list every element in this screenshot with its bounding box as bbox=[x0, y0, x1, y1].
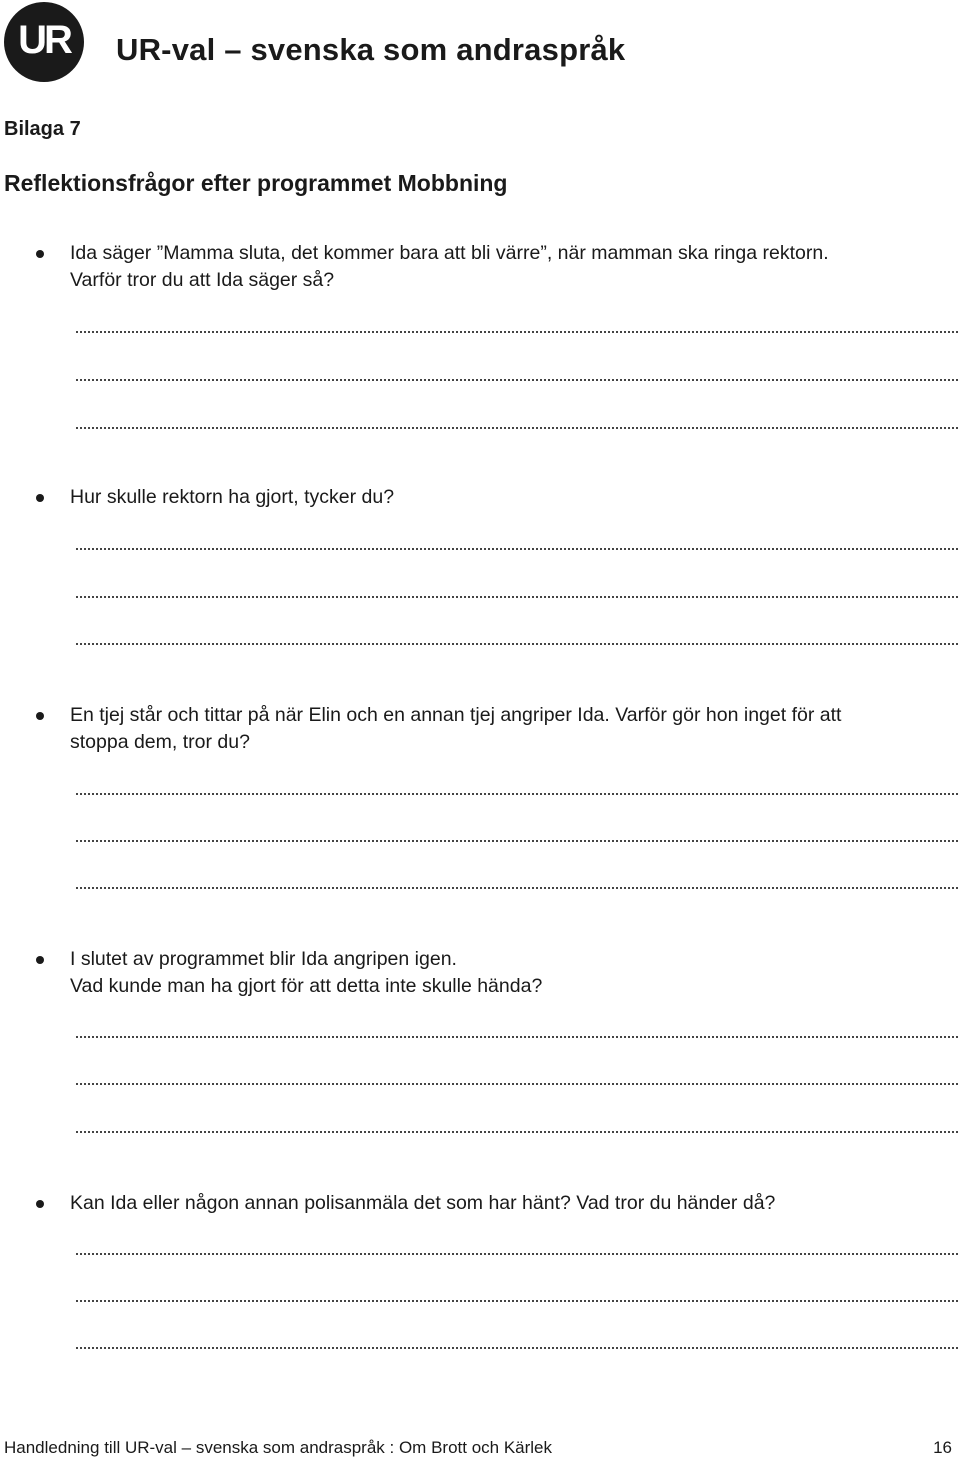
attachment-label: Bilaga 7 bbox=[4, 118, 81, 140]
question-text bbox=[70, 702, 940, 756]
bullet-icon bbox=[36, 250, 44, 258]
bullet-icon bbox=[36, 494, 44, 502]
question-line: En tjej står och tittar på när Elin och en annan tjej angriper Ida. Varför gör hon inget för att bbox=[70, 704, 842, 726]
answer-line[interactable] bbox=[76, 1300, 958, 1302]
question-text bbox=[70, 484, 940, 511]
footer-text: Handledning till UR-val – svenska som andraspråk : Om Brott och Kärlek bbox=[4, 1438, 553, 1457]
question-line: Varför tror du att Ida säger så? bbox=[70, 269, 335, 291]
page-number: 16 bbox=[933, 1438, 952, 1457]
question-line: Ida säger ”Mamma sluta, det kommer bara att bli värre”, när mamman ska ringa rektorn. bbox=[70, 242, 829, 264]
answer-line[interactable] bbox=[76, 1253, 958, 1255]
answer-line[interactable] bbox=[76, 840, 958, 842]
bullet-icon bbox=[36, 1200, 44, 1208]
question-text bbox=[70, 240, 940, 294]
answer-line[interactable] bbox=[76, 793, 958, 795]
question-line: I slutet av programmet blir Ida angripen igen. bbox=[70, 948, 457, 970]
question-line: stoppa dem, tror du? bbox=[70, 731, 250, 753]
ur-logo bbox=[4, 2, 84, 82]
answer-line[interactable] bbox=[76, 643, 958, 645]
answer-line[interactable] bbox=[76, 1347, 958, 1349]
answer-line[interactable] bbox=[76, 427, 958, 429]
question-text bbox=[70, 946, 940, 1000]
answer-line[interactable] bbox=[76, 1083, 958, 1085]
logo-text: UR bbox=[18, 17, 70, 62]
answer-line[interactable] bbox=[76, 887, 958, 889]
answer-line[interactable] bbox=[76, 596, 958, 598]
question-line: Hur skulle rektorn ha gjort, tycker du? bbox=[70, 486, 395, 508]
answer-line[interactable] bbox=[76, 1036, 958, 1038]
question-line: Vad kunde man ha gjort för att detta inte skulle hända? bbox=[70, 975, 543, 997]
bullet-icon bbox=[36, 712, 44, 720]
question-line: Kan Ida eller någon annan polisanmäla det som har hänt? Vad tror du händer då? bbox=[70, 1192, 776, 1214]
answer-line[interactable] bbox=[76, 548, 958, 550]
answer-line[interactable] bbox=[76, 379, 958, 381]
question-text bbox=[70, 1190, 940, 1217]
answer-line[interactable] bbox=[76, 331, 958, 333]
document-title: UR-val – svenska som andraspråk bbox=[116, 32, 626, 67]
page-header bbox=[0, 0, 960, 100]
section-title: Reflektionsfrågor efter programmet Mobbning bbox=[4, 170, 508, 196]
answer-line[interactable] bbox=[76, 1131, 958, 1133]
bullet-icon bbox=[36, 956, 44, 964]
